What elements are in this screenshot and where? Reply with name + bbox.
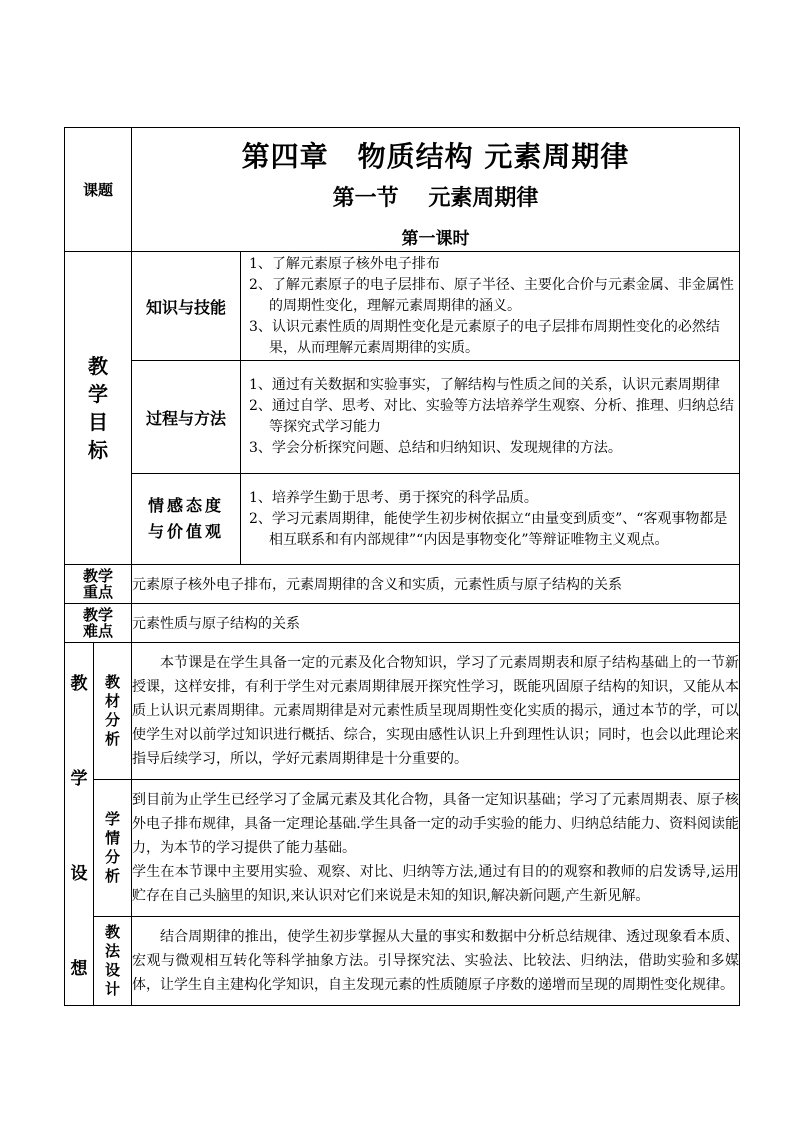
lesson-title: 第一课时	[401, 228, 470, 249]
knowledge-skills-list	[241, 252, 740, 361]
section-title: 第一节 元素周期律	[332, 184, 539, 211]
list-item: 1、培养学生勤于思考、勇于探究的科学品质。	[249, 489, 538, 506]
title-block	[132, 128, 740, 252]
method-design-text: 结合周期律的推出，使学生初步掌握从大量的事实和数据中分析总结规律、透过现象看本质、宏观与微观相互转化等科学抽象方法。引导探究法、实验法、比较法、归纳法，借助实验和多媒体，让学生自主建构化学知识，自主发现元素的性质随原子序数的递增而呈现的周期性变化规律。	[132, 917, 740, 1006]
process-method-list	[241, 361, 740, 474]
difficulties-text: 元素性质与原子结构的关系	[132, 604, 740, 643]
list-item: 2、学习元素周期律，能使学生初步树依据立“由量变到质变”、“客观事物都是相互联系和有内部规律”“内因是事物变化”等辩证唯物主义观点。	[249, 510, 728, 548]
material-analysis-row	[65, 643, 740, 780]
list-item: 2、通过自学、思考、对比、实验等方法培养学生观察、分析、推理、归纳总结等探究式学习能力	[249, 398, 734, 435]
student-analysis-label: 学 情 分 析	[94, 780, 132, 917]
objective-knowledge-row	[65, 252, 740, 361]
objectives-label: 教 学 目 标	[65, 252, 132, 565]
material-analysis-text: 本节课是在学生具备一定的元素及化合物知识，学习了元素周期表和原子结构基础上的一节新授课，这样安排，有利于学生对元素周期律展开探究性学习，既能巩固原子结构的知识，又能从本质上认识元素周期律。元素周期律是对元素性质呈现周期性变化实质的揭示，通过本节的学，可以使学生对以前学过知识进行概括、综合，实现由感性认识上升到理性认识；同时，也会以此理论来指导后续学习，所以，学好元素周期律是十分重要的。	[132, 643, 740, 780]
difficulties-row	[65, 604, 740, 643]
process-method-label: 过程与方法	[132, 361, 241, 474]
key-points-text: 元素原子核外电子排布，元素周期律的含义和实质，元素性质与原子结构的关系	[132, 565, 740, 604]
list-item: 2、了解元素原子的电子层排布、原子半径、主要化合价与元素金属、非金属性的周期性变化，理解元素周期律的涵义。	[249, 276, 734, 314]
key-points-row	[65, 565, 740, 604]
objective-emotion-row	[65, 474, 740, 565]
emotion-values-label: 情感态度 与价值观	[132, 474, 241, 565]
list-item: 1、通过有关数据和实验事实，了解结构与性质之间的关系，认识元素周期律	[249, 377, 720, 393]
topic-label: 课题	[65, 128, 132, 252]
key-points-label: 教学 重点	[65, 565, 132, 604]
design-label: 教 学 设 想	[65, 643, 94, 1006]
student-analysis-text: 到目前为止学生已经学习了金属元素及其化合物，具备一定知识基础；学习了元素周期表、原子核外电子排布规律，具备一定理论基础.学生具备一定的动手实验的能力、归纳总结能力、资料阅读能力，为本节的学习提供了能力基础。 学生在本节课中主要用实验、观察、对比、归纳等方法,通过有目的的观察和教师的启发诱导,运用贮存在自己头脑里的知识,来认识对它们来说是未知的知识,解决新问题,产生新见解。	[132, 780, 740, 917]
list-item: 1、了解元素原子核外电子排布	[249, 255, 440, 272]
list-item: 3、学会分析探究问题、总结和归纳知识、发现规律的方法。	[249, 440, 622, 456]
material-analysis-label: 教 材 分 析	[94, 643, 132, 780]
knowledge-skills-label: 知识与技能	[132, 252, 241, 361]
emotion-values-list	[241, 474, 740, 565]
topic-row	[65, 128, 740, 252]
method-design-label: 教 法 设 计	[94, 917, 132, 1006]
chapter-title: 第四章 物质结构 元素周期律	[241, 139, 630, 173]
method-design-row	[65, 917, 740, 1006]
student-analysis-row	[65, 780, 740, 917]
lesson-plan-table	[64, 127, 740, 1006]
objective-process-row	[65, 361, 740, 474]
difficulties-label: 教学 难点	[65, 604, 132, 643]
list-item: 3、认识元素性质的周期性变化是元素原子的电子层排布周期性变化的必然结果，从而理解元素周期律的实质。	[249, 318, 720, 356]
